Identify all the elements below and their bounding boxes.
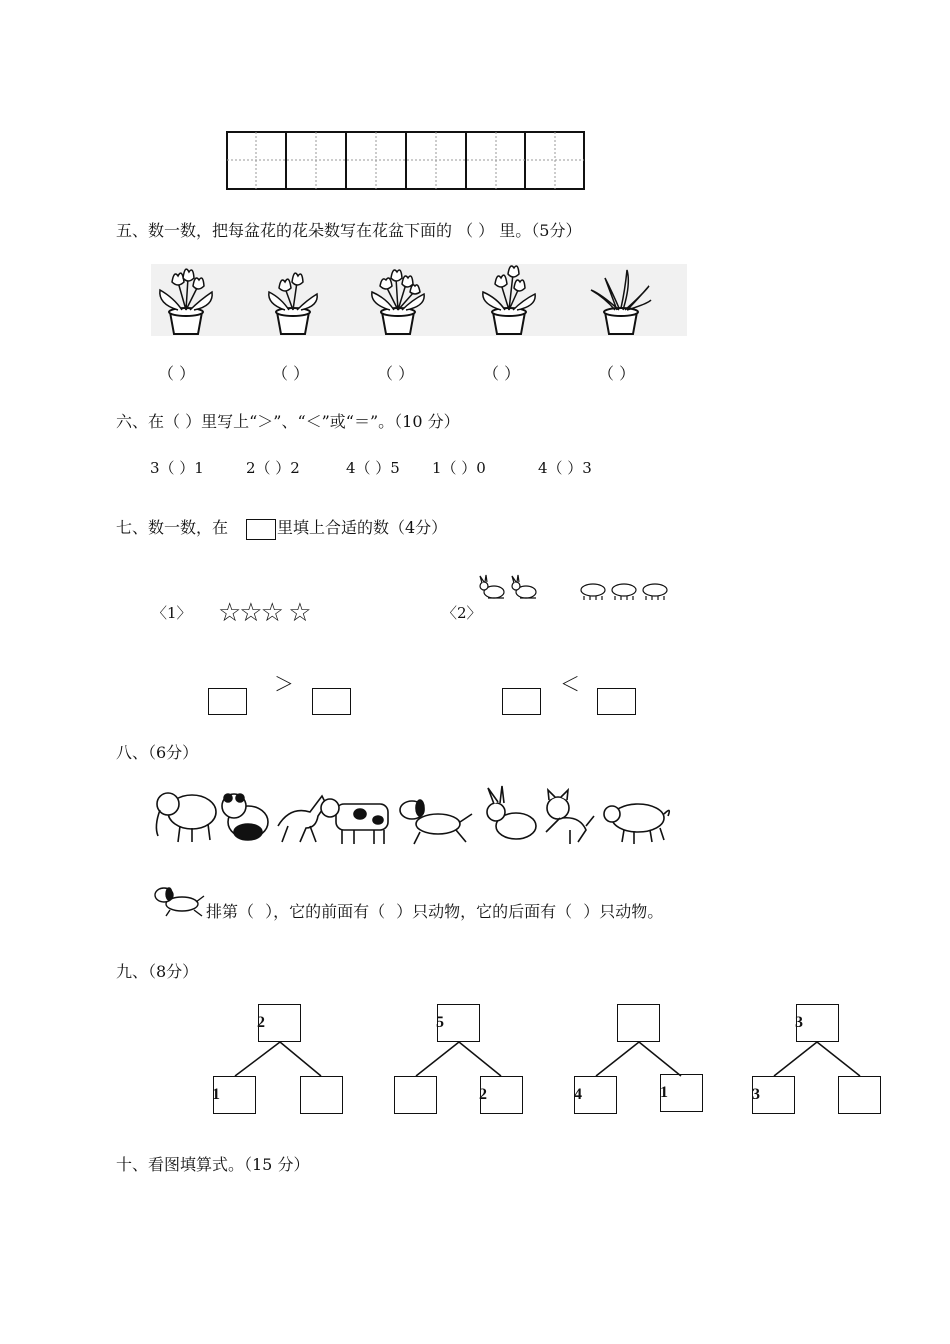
compare-item-5[interactable]: 4（ ）3 [538,459,592,477]
section10-title: 十、看图填算式。（15 分） [116,1155,310,1174]
tree2-left-box[interactable] [394,1076,437,1114]
tree4-top-number: 3 [795,1014,803,1031]
compare-item-4[interactable]: 1（ ）0 [432,459,486,477]
answer-paren-3[interactable]: （ ） [377,364,415,383]
tree4-right-box[interactable] [838,1076,881,1114]
tree3-left-number: 4 [574,1086,582,1103]
part2-label: 〈2〉 [442,604,482,622]
tree1-top-number: 2 [257,1014,265,1031]
answer-paren-5[interactable]: （ ） [598,364,636,383]
section6-title: 六、在（ ）里写上“＞”、“＜”或“＝”。（10 分） [116,412,460,431]
compare-item-1[interactable]: 3（ ）1 [150,459,204,477]
part1-label: 〈1〉 [152,604,192,622]
tree2-right-number: 2 [479,1086,487,1103]
compare-item-3[interactable]: 4（ ）5 [346,459,400,477]
compare-item-2[interactable]: 2（ ）2 [246,459,300,477]
section5-title: 五、数一数，把每盆花的花朵数写在花盆下面的 （ ） 里。（5分） [116,221,582,240]
tree4-left-number: 3 [752,1086,760,1103]
section8-question: 排第（ ），它的前面有（ ）只动物，它的后面有（ ）只动物。 [206,902,664,921]
answer-paren-2[interactable]: （ ） [272,364,310,383]
section7-title-start: 七、数一数，在 [116,518,229,537]
section7-title-end: 里填上合适的数（4分） [277,518,448,537]
tree3-right-number: 1 [660,1084,668,1101]
less-symbol: ＜ [560,672,580,696]
answer-paren-1[interactable]: （ ） [158,364,196,383]
section9-title: 九、（8分） [116,962,199,981]
answer-paren-4[interactable]: （ ） [483,364,521,383]
tree3-top-box[interactable] [617,1004,660,1042]
stars: ☆☆☆ ☆ [218,598,310,628]
greater-symbol: ＞ [274,672,294,696]
tree2-top-number: 5 [436,1014,444,1031]
tree1-left-number: 1 [212,1086,220,1103]
section8-title: 八、（6分） [116,743,199,762]
tree1-right-box[interactable] [300,1076,343,1114]
